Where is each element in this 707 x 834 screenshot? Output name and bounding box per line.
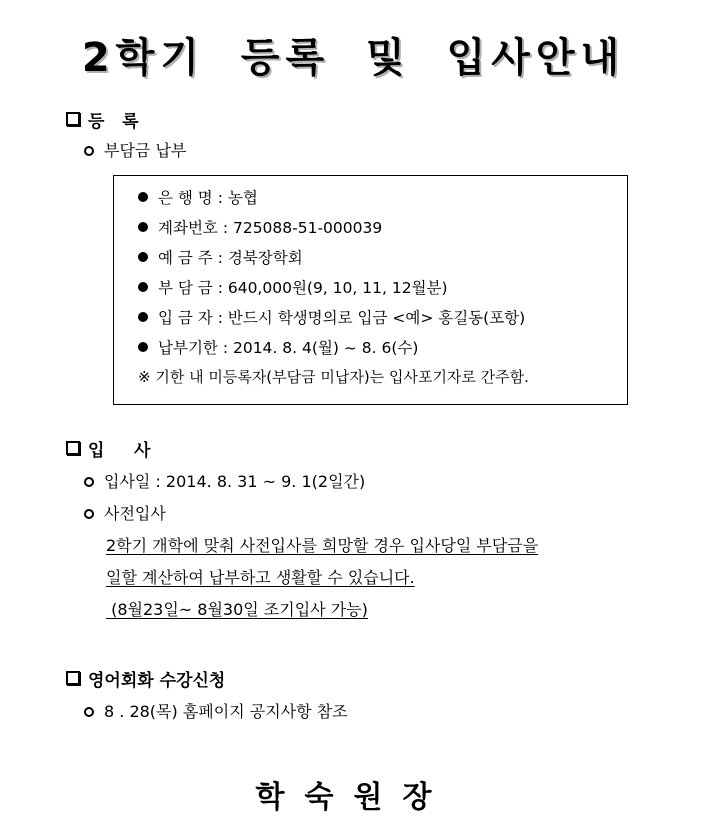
english-item: 8 . 28(목) 홈페이지 공지사항 참조	[84, 699, 348, 722]
payment-row-deadline: 납부기한 : 2014. 8. 4(월) ~ 8. 6(수)	[138, 336, 418, 358]
payment-row-account: 계좌번호 : 725088-51-000039	[138, 216, 382, 238]
circle-bullet-icon	[84, 707, 94, 717]
square-bullet-icon	[66, 112, 80, 126]
dot-bullet-icon	[138, 342, 148, 352]
dot-bullet-icon	[138, 252, 148, 262]
square-bullet-icon	[66, 671, 80, 685]
early-admission-line-3: (8월23일~ 8월30일 조기입사 가능)	[106, 600, 368, 619]
early-admission-item: 사전입사	[84, 501, 166, 524]
early-admission-line-1: 2학기 개학에 맞춰 사전입사를 희망할 경우 입사당일 부담금을	[106, 536, 539, 555]
signature: 학숙원장	[255, 780, 452, 815]
section-english-heading	[66, 666, 225, 691]
payment-row-amount: 부 담 금 : 640,000원(9, 10, 11, 12월분)	[138, 276, 448, 298]
payment-note: ※ 기한 내 미등록자(부담금 미납자)는 입사포기자로 간주함.	[138, 368, 529, 386]
page-title: 2학기 등록 및 입사안내	[81, 35, 626, 81]
registration-item	[84, 138, 186, 161]
payment-info-box	[113, 175, 628, 405]
early-admission-line-2: 일할 계산하여 납부하고 생활할 수 있습니다.	[106, 568, 415, 587]
payment-row-depositor: 입 금 자 : 반드시 학생명의로 입금 <예> 홍길동(포항)	[138, 306, 525, 328]
dot-bullet-icon	[138, 192, 148, 202]
admission-date-item: 입사일 : 2014. 8. 31 ~ 9. 1(2일간)	[84, 469, 365, 492]
circle-bullet-icon	[84, 146, 94, 156]
dot-bullet-icon	[138, 282, 148, 292]
dot-bullet-icon	[138, 222, 148, 232]
circle-bullet-icon	[84, 477, 94, 487]
section-english-label: 영어회화 수강신청	[88, 671, 226, 691]
payment-row-bank: 은 행 명 : 농협	[138, 186, 258, 208]
section-admission-label: 입 사	[88, 441, 151, 461]
dot-bullet-icon	[138, 312, 148, 322]
section-registration-heading	[66, 107, 139, 132]
circle-bullet-icon	[84, 509, 94, 519]
section-registration-label: 등 록	[88, 112, 139, 132]
section-admission-heading	[66, 436, 150, 461]
square-bullet-icon	[66, 441, 80, 455]
payment-row-holder: 예 금 주 : 경북장학회	[138, 246, 303, 268]
registration-item-label: 부담금 납부	[104, 141, 187, 160]
